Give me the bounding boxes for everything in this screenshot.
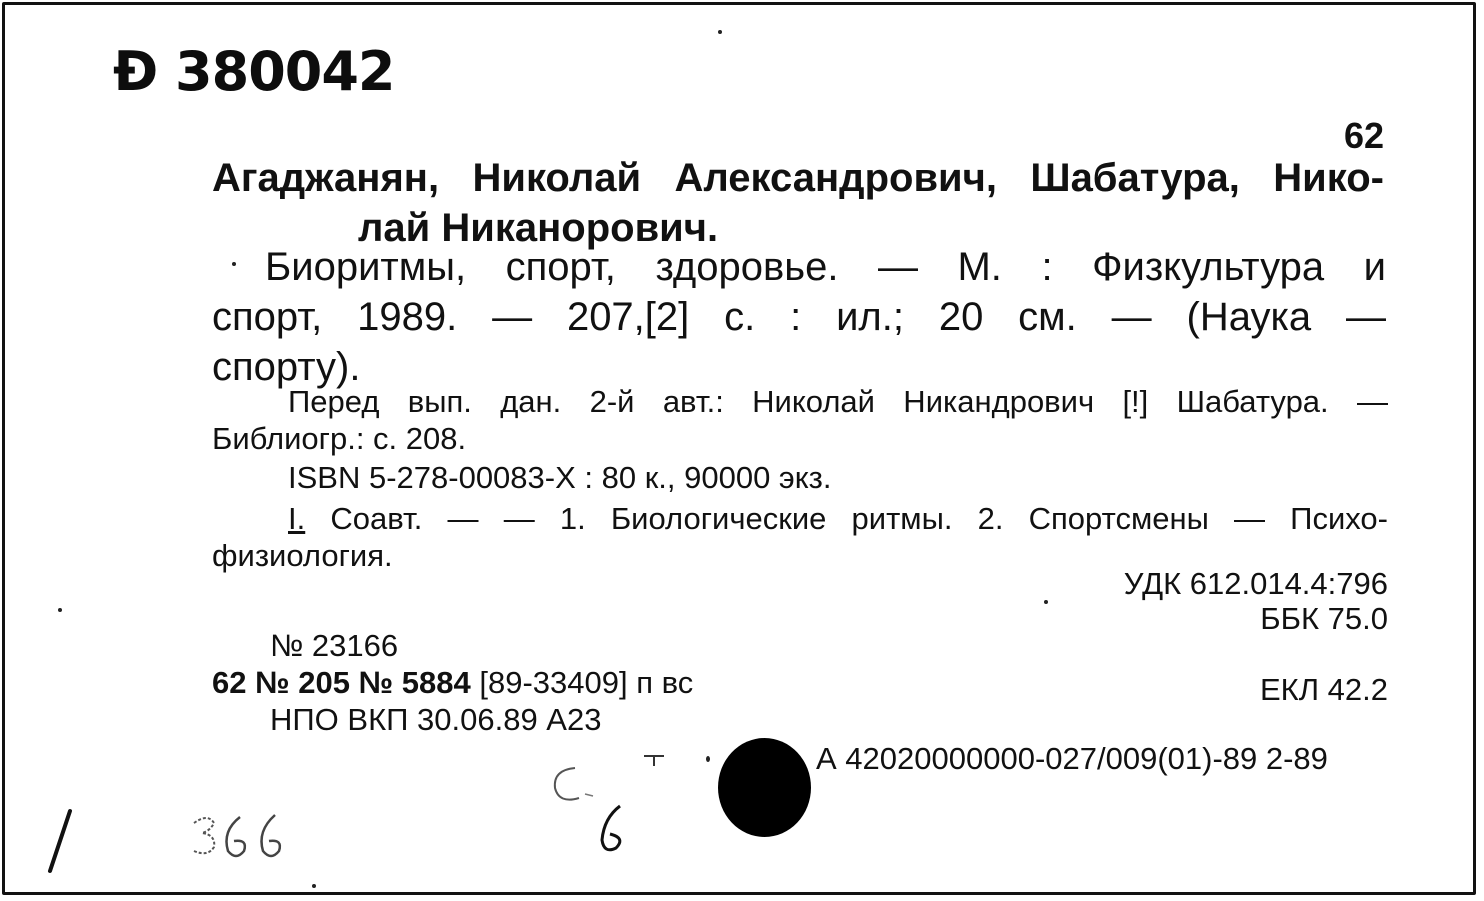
- subject-line-1-text: Соавт. — — 1. Биологические ритмы. 2. Спортсмены — Психо-: [305, 501, 1388, 536]
- udk-index: УДК 612.014.4:796: [1123, 566, 1388, 601]
- order-number: № 23166: [270, 628, 399, 663]
- speck-mark: [1044, 600, 1048, 604]
- handwritten-t-mark: [640, 750, 670, 770]
- handwritten-accession-number: Ɖ 380042: [113, 40, 395, 103]
- subject-roman-numeral: I.: [288, 501, 306, 536]
- print-numbers-rest: [89-33409] п вс: [470, 665, 694, 700]
- author-line-2: лай Никанорович.: [358, 206, 719, 250]
- speck-mark: [706, 756, 710, 762]
- publisher-code: НПО ВКП 30.06.89 А23: [270, 702, 602, 737]
- note-line-1: Перед вып. дан. 2-й авт.: Николай Никандрович [!] Шабатура. —: [288, 384, 1388, 419]
- pencil-slash-mark: [40, 806, 80, 876]
- title-line-2: спорт, 1989. — 207,[2] с. : ил.; 20 см. — (Наука —: [212, 295, 1386, 339]
- title-line-3: спорту).: [212, 345, 361, 389]
- author-line-1: Агаджанян, Николай Александрович, Шабатура, Нико-: [212, 156, 1384, 200]
- isbn-line: ISBN 5-278-00083-X : 80 к., 90000 экз.: [288, 460, 832, 495]
- ekl-index: ЕКЛ 42.2: [1259, 672, 1388, 707]
- speck-mark: [58, 608, 62, 612]
- print-numbers: [212, 665, 693, 701]
- notes-block: [212, 383, 1388, 574]
- punch-hole: [718, 738, 811, 837]
- speck-mark: [232, 262, 236, 266]
- class-number: 62: [1343, 115, 1384, 156]
- title-statement: [212, 242, 1386, 392]
- subject-line-2: физиология.: [212, 538, 393, 573]
- bbk-index: ББК 75.0: [1260, 601, 1388, 636]
- note-line-2: Библиогр.: с. 208.: [212, 421, 467, 456]
- title-line-1: Биоритмы, спорт, здоровье. — М. : Физкультура и: [265, 245, 1386, 289]
- handwritten-366-mark: [180, 805, 290, 875]
- subject-line-1: [212, 500, 1388, 537]
- handwritten-b-mark: [590, 800, 640, 860]
- print-numbers-bold: 62 № 205 № 5884: [212, 665, 471, 700]
- bottom-catalog-code: А 42020000000-027/009(01)-89 2-89: [816, 741, 1328, 776]
- speck-mark: [718, 30, 722, 34]
- subject-headings: [212, 500, 1388, 574]
- speck-mark: [312, 884, 316, 888]
